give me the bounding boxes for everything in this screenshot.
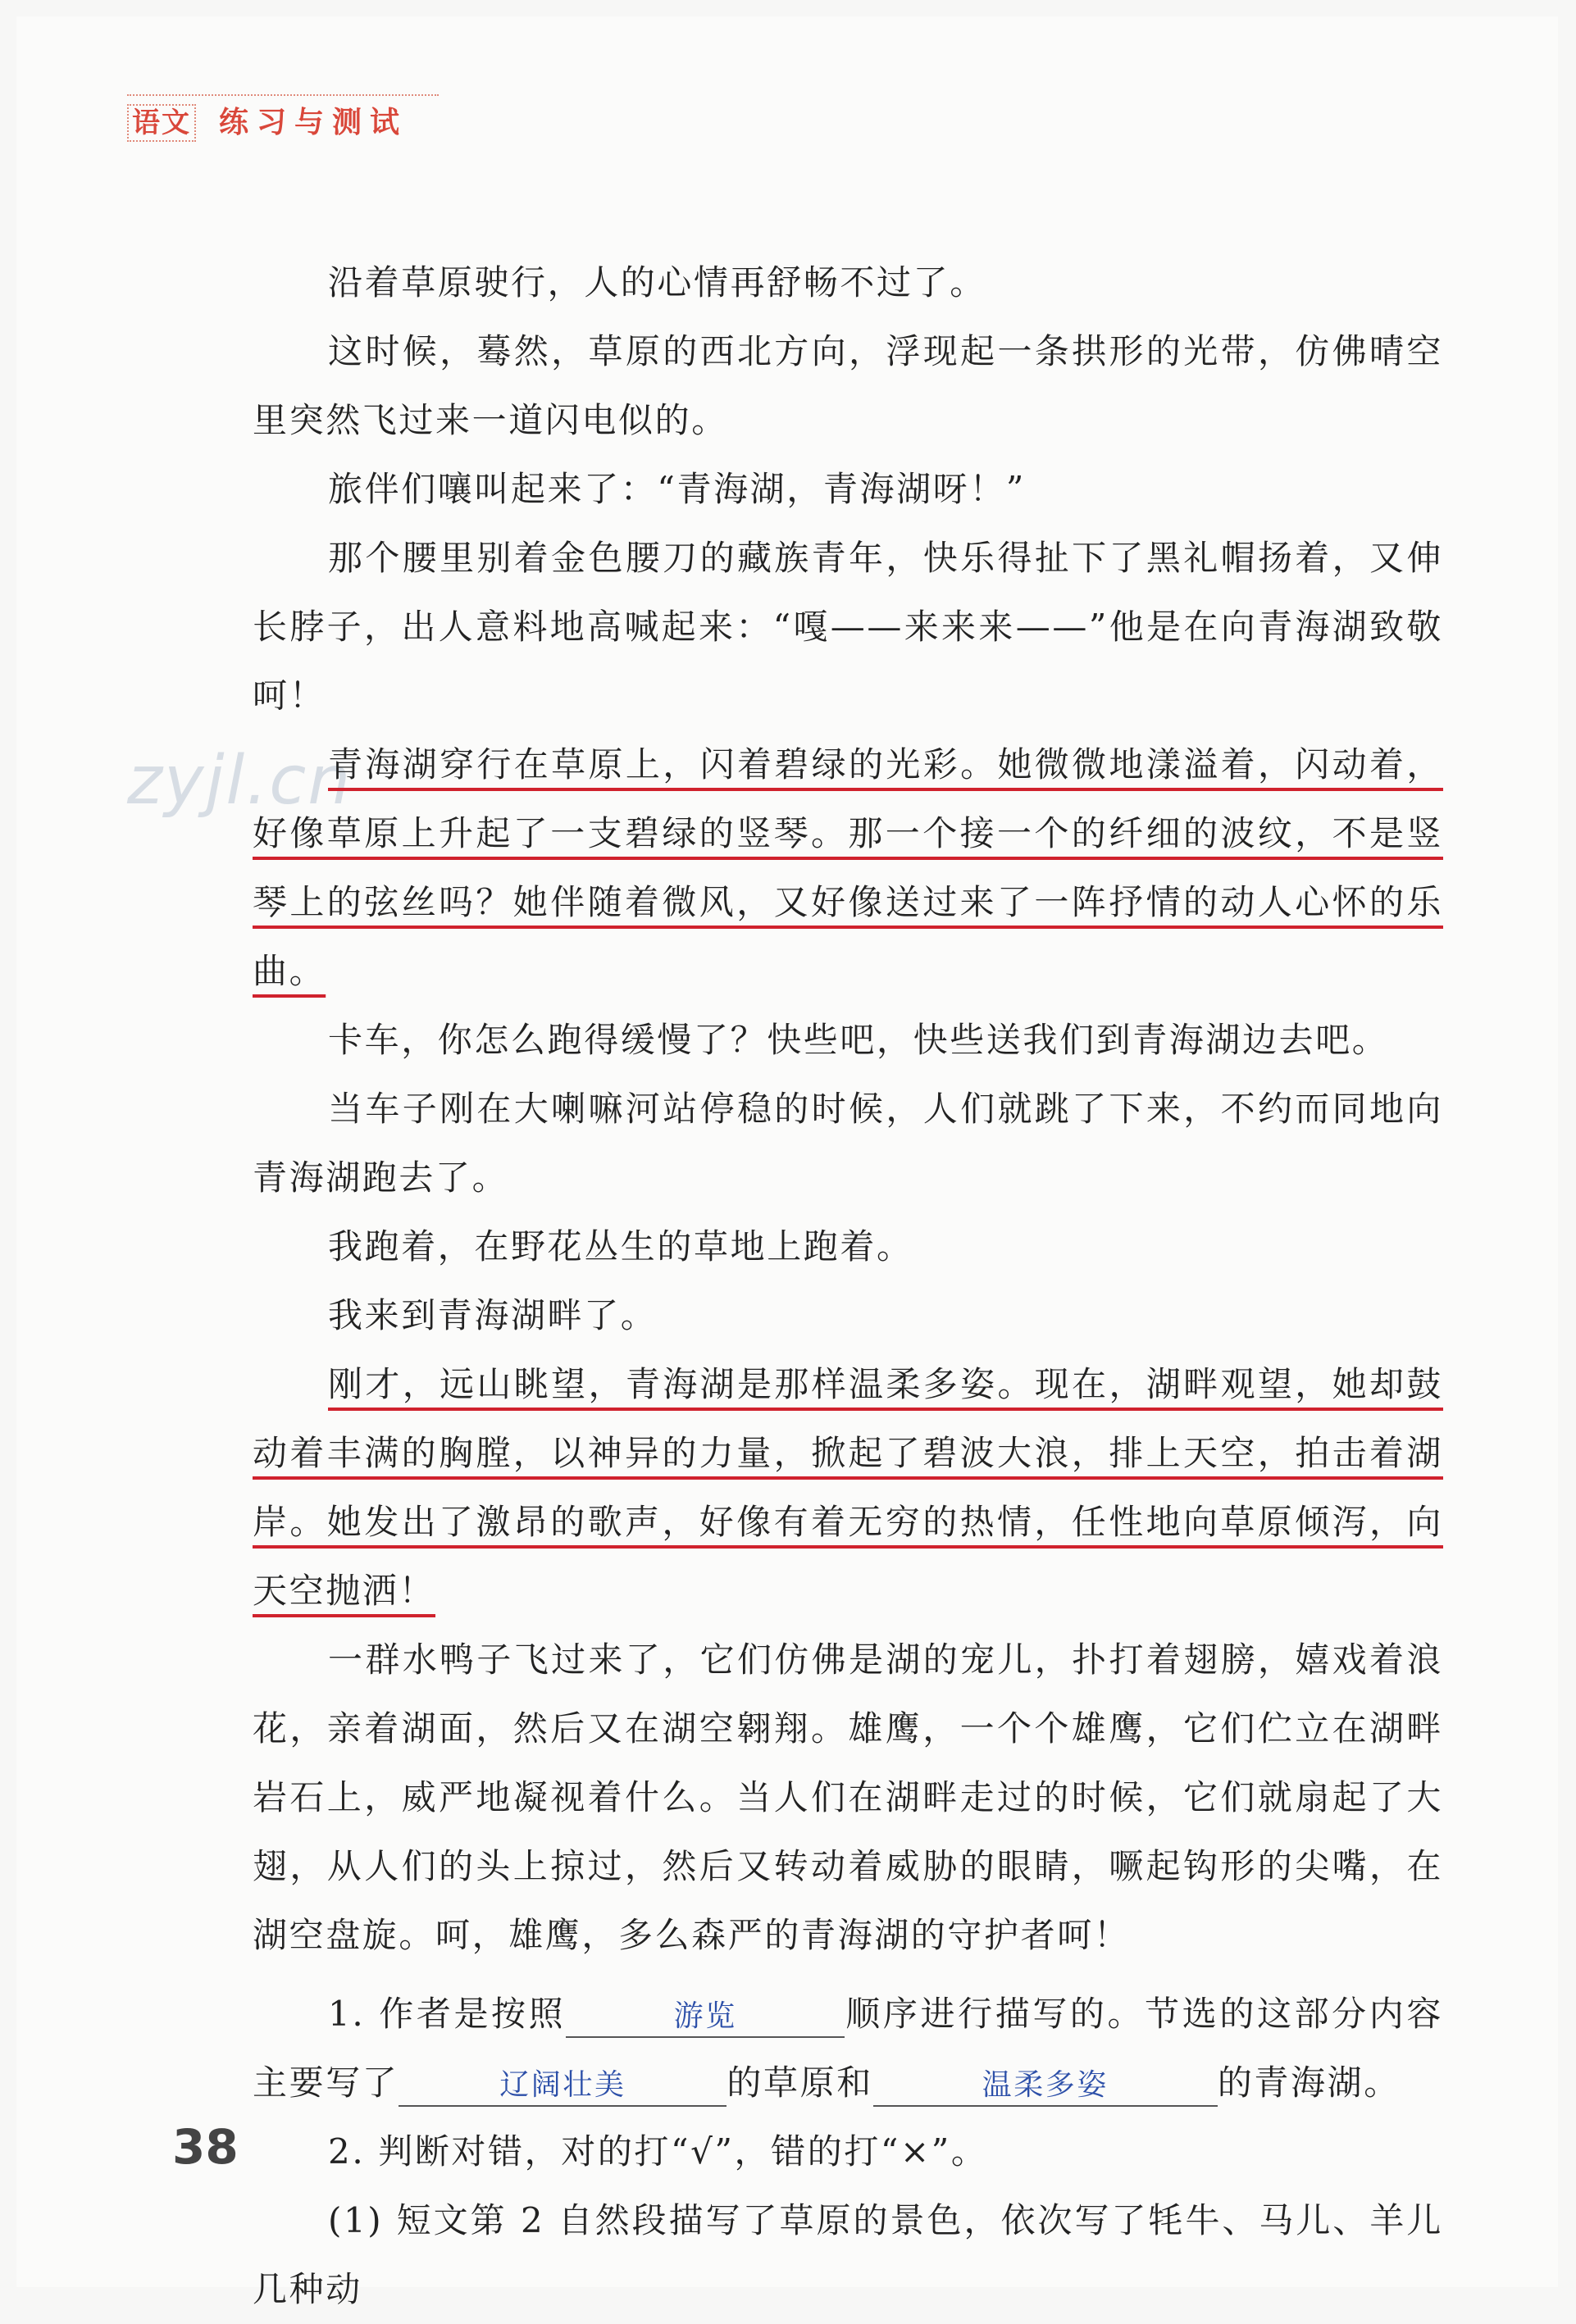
header-subject: 语文	[127, 104, 196, 142]
paragraph-11: 一群水鸭子飞过来了，它们仿佛是湖的宠儿，扑打着翅膀，嬉戏着浪花，亲着湖面，然后又在湖空翱翔。雄鹰，一个个雄鹰，它们伫立在湖畔岩石上，威严地凝视着什么。当人们在湖畔走过的时候，它们就扇起了大翅，从人们的头上掠过，然后又转动着威胁的眼睛，噘起钩形的尖嘴，在湖空盘旋。呵，雄鹰，多么森严的青海湖的守护者呵！	[253, 1640, 1443, 1955]
paragraph-4: 那个腰里别着金色腰刀的藏族青年，快乐得扯下了黑礼帽扬着，又伸长脖子，出人意料地高喊起来：“嘎——来来来——”他是在向青海湖致敬呵！	[253, 538, 1443, 716]
paragraph-2: 这时候，蓦然，草原的西北方向，浮现起一条拱形的光带，仿佛晴空里突然飞过来一道闪电似的。	[253, 331, 1443, 440]
paragraph-7: 当车子刚在大喇嘛河站停稳的时候，人们就跳了下来，不约而同地向青海湖跑去了。	[253, 1089, 1443, 1198]
answer-blank-3[interactable]: 温柔多姿	[873, 2066, 1218, 2107]
question-2-title: 2. 判断对错，对的打“√”，错的打“×”。	[328, 2131, 988, 2172]
paragraph-9: 我来到青海湖畔了。	[328, 1295, 658, 1335]
answer-blank-1[interactable]: 游览	[566, 1997, 845, 2038]
page-number: 38	[172, 2119, 239, 2175]
paragraph-8: 我跑着，在野花丛生的草地上跑着。	[328, 1226, 913, 1267]
paragraph-3: 旅伴们嚷叫起来了：“青海湖，青海湖呀！”	[328, 469, 1026, 509]
question-1: 1. 作者是按照 游览 顺序进行描写的。节选的这部分内容主要写了 辽阔壮美 的草原和 温柔多姿 的青海湖。	[253, 1980, 1443, 2117]
page-header	[127, 94, 439, 141]
watermark: zyjl.cn	[127, 742, 353, 820]
header-title: 练习与测试	[219, 106, 408, 139]
answer-blank-2[interactable]: 辽阔壮美	[399, 2066, 727, 2107]
paragraph-1: 沿着草原驶行，人的心情再舒畅不过了。	[328, 262, 986, 302]
question-2-item-1: (1) 短文第 2 自然段描写了草原的景色，依次写了牦牛、马儿、羊儿几种动	[253, 2200, 1443, 2309]
paragraph-10-underlined: 刚才，远山眺望，青海湖是那样温柔多姿。现在，湖畔观望，她却鼓动着丰满的胸膛，以神异的力量，掀起了碧波大浪，排上天空，拍击着湖岸。她发出了激昂的歌声，好像有着无穷的热情，任性地向草原倾泻，向天空抛洒！	[253, 1364, 1443, 1611]
reading-passage	[253, 248, 1443, 2324]
workbook-page	[16, 16, 1558, 2309]
paragraph-6: 卡车，你怎么跑得缓慢了？快些吧，快些送我们到青海湖边去吧。	[328, 1020, 1389, 1060]
paragraph-5-underlined: 青海湖穿行在草原上，闪着碧绿的光彩。她微微地漾溢着，闪动着，好像草原上升起了一支碧绿的竖琴。那一个接一个的纤细的波纹，不是竖琴上的弦丝吗？她伴随着微风，又好像送过来了一阵抒情的动人心怀的乐曲。	[253, 744, 1443, 991]
